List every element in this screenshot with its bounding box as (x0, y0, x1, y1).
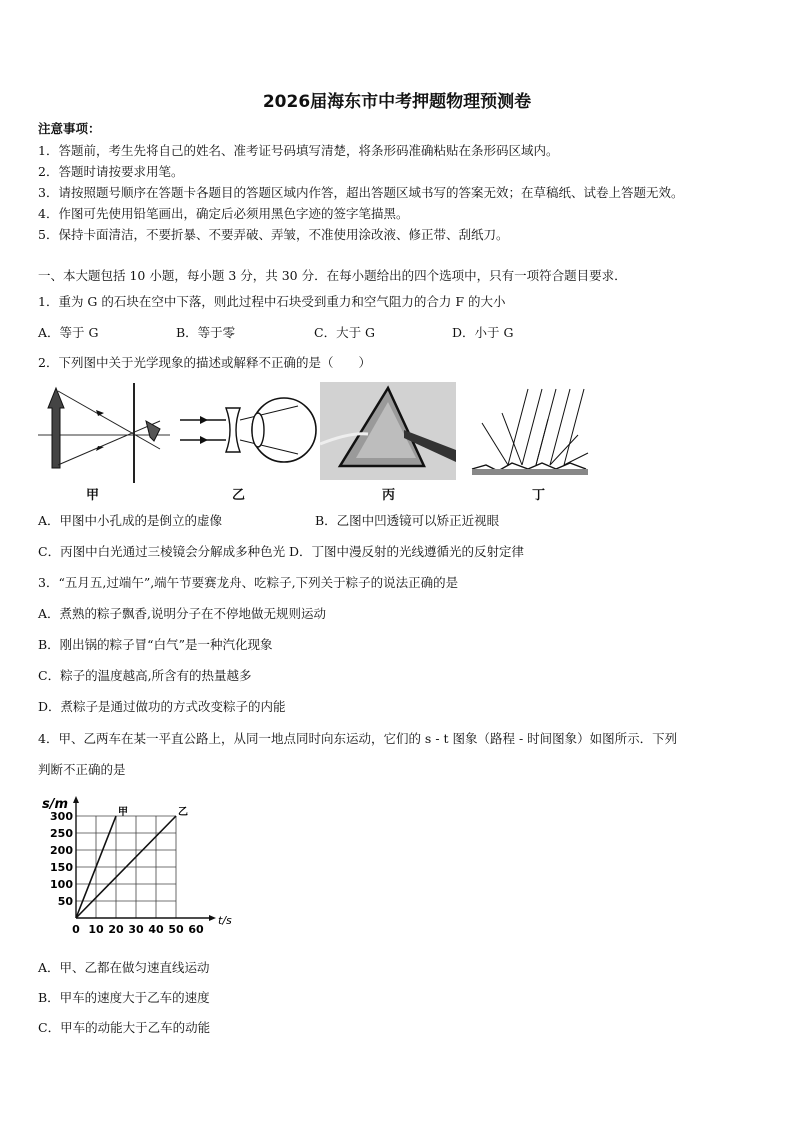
q2-option-a: A．甲图中小孔成的是倒立的虚像 (38, 513, 223, 528)
q1-option-b: B．等于零 (176, 325, 236, 340)
q1-option-c: C．大于 G (314, 325, 376, 340)
q1-option-a: A．等于 G (38, 325, 99, 340)
q3-option-a: A．煮熟的粽子飘香,说明分子在不停地做无规则运动 (38, 606, 327, 621)
q1-option-d: D．小于 G (452, 325, 514, 340)
x-tick-label: 40 (148, 923, 164, 936)
x-axis-label: t/s (218, 914, 232, 927)
series-label: 乙 (178, 807, 188, 818)
s-t-chart (38, 788, 232, 943)
y-tick-label: 300 (50, 810, 73, 823)
x-axis-arrow (209, 915, 216, 921)
note-item: 3．请按照题号顺序在答题卡各题目的答题区域内作答，超出答题区域书写的答案无效；在草稿纸、试卷上答题无效。 (38, 185, 684, 200)
x-tick-label: 50 (168, 923, 184, 936)
y-tick-label: 200 (50, 844, 73, 857)
y-axis-arrow (73, 796, 79, 803)
note-item: 4．作图可先使用铅笔画出，确定后必须用黑色字迹的签字笔描黑。 (38, 206, 409, 221)
figure-label-ding: 丁 (532, 488, 546, 503)
note-item: 2．答题时请按要求用笔。 (38, 164, 184, 179)
y-tick-label: 150 (50, 861, 73, 874)
q2-option-cd: C．丙图中白光通过三棱镜会分解成多种色光 D．丁图中漫反射的光线遵循光的反射定律 (38, 544, 525, 559)
y-tick-label: 50 (57, 895, 73, 908)
x-tick-label: 30 (128, 923, 144, 936)
question-2-stem: 2．下列图中关于光学现象的描述或解释不正确的是（ ） (38, 355, 371, 370)
question-3-stem: 3．“五月五,过端午”,端午节要赛龙舟、吃粽子,下列关于粽子的说法正确的是 (38, 575, 459, 590)
series-label: 甲 (118, 807, 128, 818)
q2-option-b: B．乙图中凹透镜可以矫正近视眼 (315, 513, 500, 528)
note-item: 1．答题前，考生先将自己的姓名、准考证号码填写清楚，将条形码准确粘贴在条形码区域内。 (38, 143, 559, 158)
y-tick-label: 250 (50, 827, 73, 840)
q4-option-c: C．甲车的动能大于乙车的动能 (38, 1020, 211, 1035)
q3-option-b: B．刚出锅的粽子冒“白气”是一种汽化现象 (38, 637, 273, 652)
x-tick-label: 20 (108, 923, 124, 936)
q3-option-d: D．煮粽子是通过做功的方式改变粽子的内能 (38, 699, 286, 714)
page-title: 2026届海东市中考押题物理预测卷 (262, 92, 532, 112)
section-heading: 一、本大题包括 10 小题，每小题 3 分，共 30 分．在每小题给出的四个选项中，只有一项符合题目要求． (38, 268, 627, 283)
y-axis-label: s/m (42, 797, 69, 812)
diffuse-reflection-figure (468, 383, 592, 478)
question-4-stem: 4．甲、乙两车在某一平直公路上，从同一地点同时向东运动，它们的 s - t 图象（路程 - 时间图象）如图所示．下列 (38, 731, 678, 746)
prism-figure (320, 382, 456, 480)
x-tick-label: 60 (188, 923, 204, 936)
q3-option-c: C．粽子的温度越高,所含有的热量越多 (38, 668, 252, 683)
concave-lens-figure (178, 396, 318, 468)
notes-heading: 注意事项： (38, 121, 101, 136)
q4-option-a: A．甲、乙都在做匀速直线运动 (38, 960, 210, 975)
x-tick-label: 10 (88, 923, 104, 936)
question-1-stem: 1．重为 G 的石块在空中下落，则此过程中石块受到重力和空气阻力的合力 F 的大小 (38, 294, 506, 309)
figure-label-bing: 丙 (382, 488, 396, 503)
figure-label-jia: 甲 (86, 488, 100, 503)
q4-option-b: B．甲车的速度大于乙车的速度 (38, 990, 210, 1005)
x-tick-label: 0 (72, 923, 80, 936)
figure-label-yi: 乙 (232, 488, 246, 503)
y-tick-label: 100 (50, 878, 73, 891)
question-4-stem-cont: 判断不正确的是 (38, 762, 126, 777)
pinhole-figure (38, 383, 170, 483)
note-item: 5．保持卡面清洁，不要折暴、不要弄破、弄皱，不准使用涂改液、修正带、刮纸刀。 (38, 227, 509, 242)
